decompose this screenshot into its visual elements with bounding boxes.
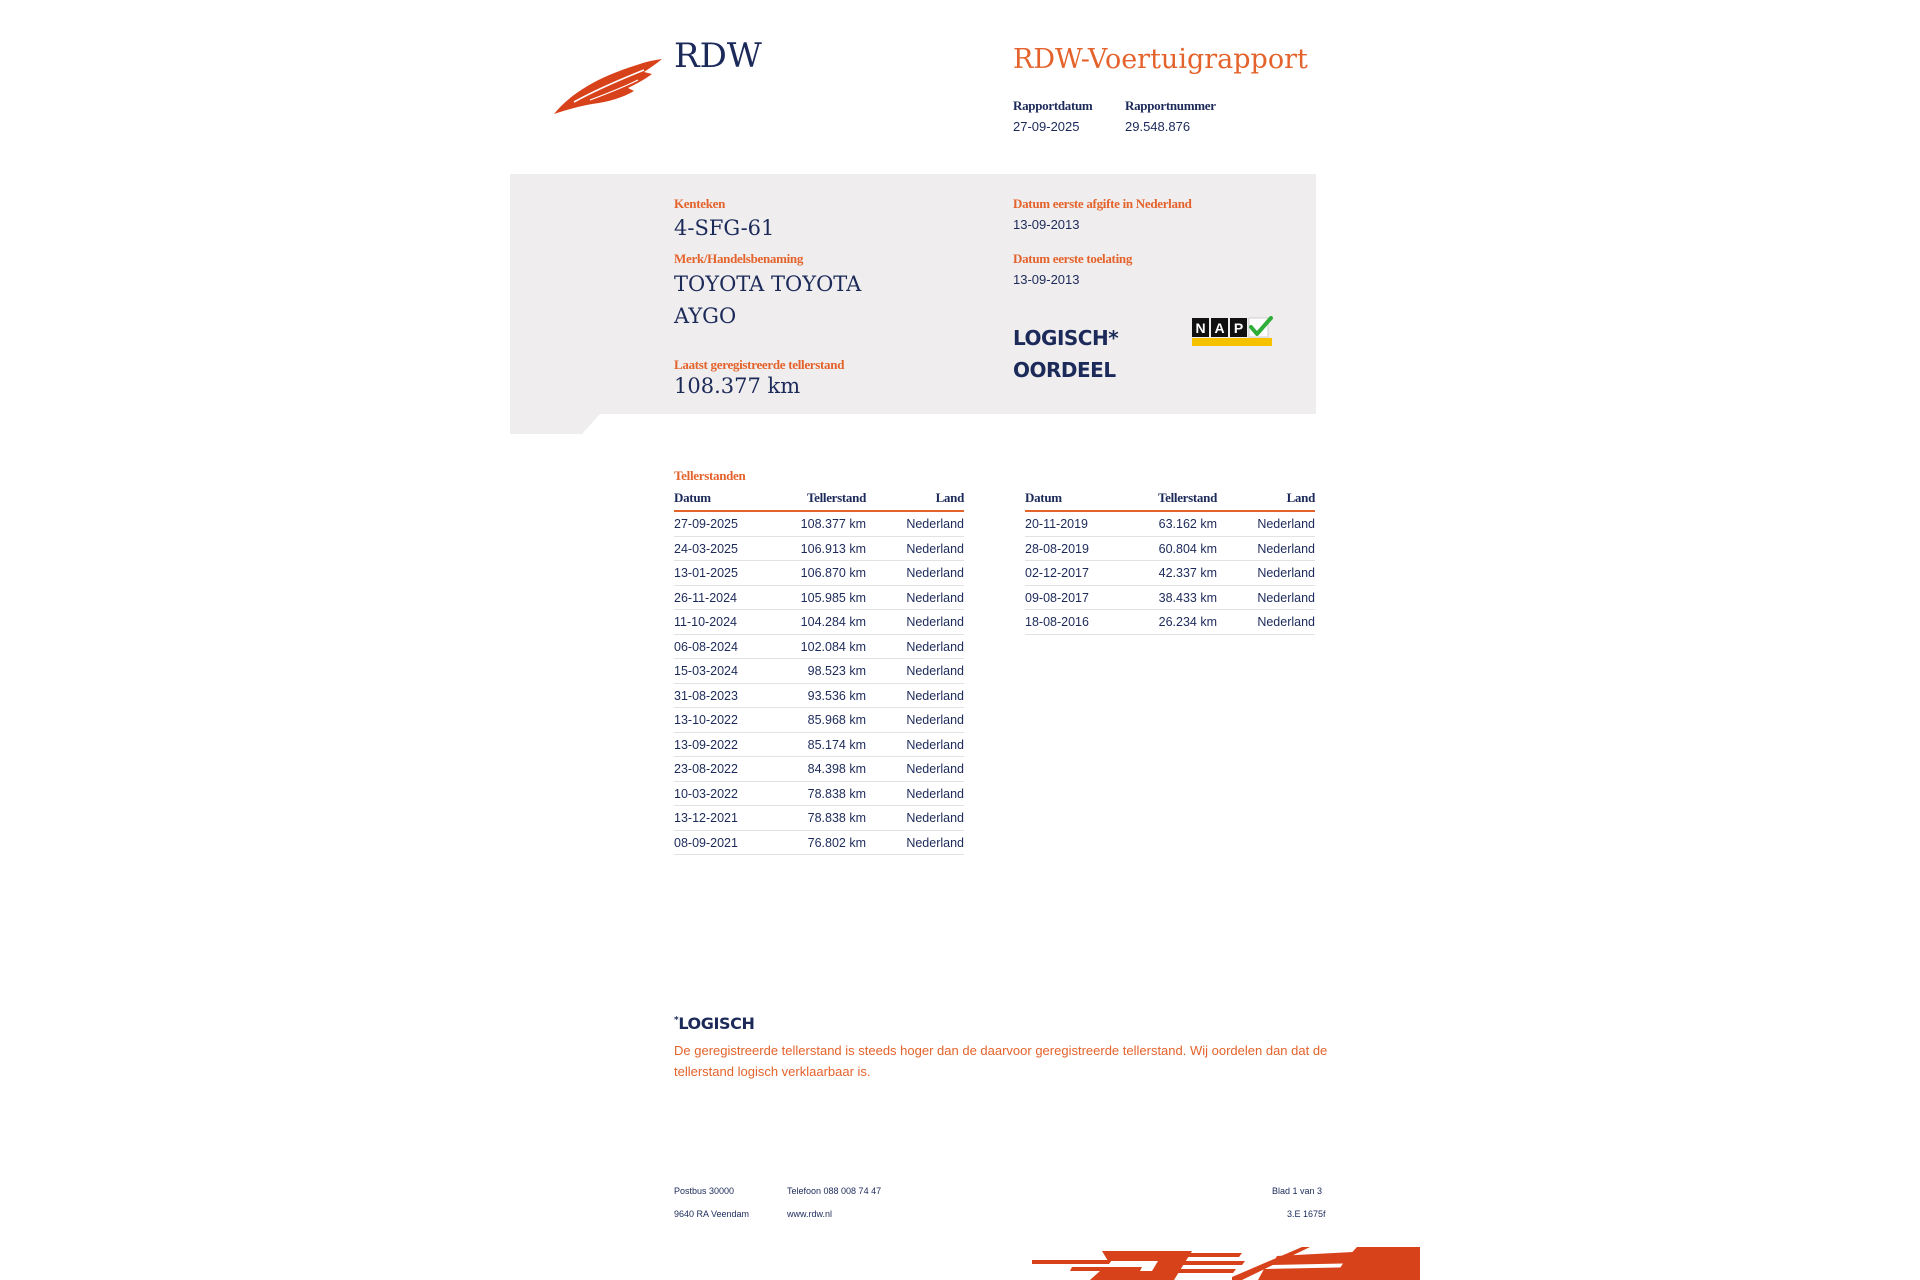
reading-country: Nederland: [906, 762, 964, 776]
footer-website: www.rdw.nl: [787, 1209, 833, 1219]
first-admission-label: Datum eerste toelating: [1013, 251, 1133, 266]
reading-date: 26-11-2024: [674, 590, 738, 605]
table-row: [674, 561, 964, 586]
reading-country: Nederland: [906, 737, 964, 752]
odometer-value: 108.377 km: [674, 374, 801, 398]
reading-country: Nederland: [1257, 566, 1315, 580]
readings-table-left: [674, 488, 964, 855]
nap-logo-icon: [1192, 316, 1274, 348]
reading-km: 38.433 km: [1158, 590, 1217, 605]
reading-date: 10-03-2022: [674, 786, 738, 801]
col-country-header: Land: [1286, 490, 1315, 505]
first-issue-nl-label: Datum eerste afgifte in Nederland: [1013, 196, 1192, 211]
table-body: [1025, 512, 1315, 635]
reading-km: 98.523 km: [807, 664, 866, 678]
reading-date: 27-09-2025: [674, 517, 738, 531]
table-body: [674, 512, 964, 855]
table-row: [674, 537, 964, 562]
reading-date: 13-12-2021: [674, 811, 738, 825]
reading-country: Nederland: [906, 811, 964, 825]
verdict-line-1: LOGISCH*: [1013, 326, 1119, 350]
table-row: [674, 708, 964, 733]
table-row: [674, 610, 964, 635]
table-header: [674, 488, 964, 512]
plate-value: 4-SFG-61: [674, 216, 775, 240]
reading-date: 11-10-2024: [674, 615, 738, 629]
footer-postal: 9640 RA Veendam: [674, 1209, 750, 1219]
reading-country: Nederland: [906, 639, 964, 654]
reading-km: 85.968 km: [807, 713, 866, 727]
reading-km: 76.802 km: [807, 835, 866, 850]
reading-country: Nederland: [906, 835, 964, 850]
reading-km: 106.913 km: [800, 541, 866, 556]
reading-country: Nederland: [1257, 541, 1315, 556]
table-header: [1025, 488, 1315, 512]
make-line-1: TOYOTA TOYOTA: [674, 272, 862, 296]
reading-country: Nederland: [906, 615, 964, 629]
report-date-label: Rapportdatum: [1013, 98, 1093, 113]
table-row: [1025, 537, 1315, 562]
reading-country: Nederland: [906, 566, 964, 580]
reading-km: 104.284 km: [800, 615, 866, 629]
col-date-header: Datum: [674, 490, 711, 505]
brand-name: RDW: [674, 36, 762, 76]
table-row: [1025, 610, 1315, 635]
reading-km: 26.234 km: [1158, 615, 1217, 629]
table-row: [674, 635, 964, 660]
table-row: [674, 684, 964, 709]
reading-date: 15-03-2024: [674, 664, 738, 678]
readings-table-right: [1025, 488, 1315, 635]
first-issue-nl-value: 13-09-2013: [1013, 217, 1080, 232]
table-row: [674, 782, 964, 807]
table-row: [674, 757, 964, 782]
reading-country: Nederland: [1257, 615, 1315, 629]
reading-date: 08-09-2021: [674, 835, 738, 850]
reading-km: 102.084 km: [800, 639, 866, 654]
footnote-title-text: LOGISCH: [678, 1014, 755, 1033]
reading-country: Nederland: [906, 517, 964, 531]
reading-km: 84.398 km: [807, 762, 866, 776]
table-row: [674, 586, 964, 611]
reading-date: 06-08-2024: [674, 639, 738, 654]
reading-km: 60.804 km: [1158, 541, 1217, 556]
odometer-label: Laatst geregistreerde tellerstand: [674, 357, 845, 372]
reading-country: Nederland: [1257, 590, 1315, 605]
reading-km: 108.377 km: [800, 517, 866, 531]
plate-label: Kenteken: [674, 196, 726, 211]
table-row: [674, 806, 964, 831]
reading-country: Nederland: [1257, 517, 1315, 531]
verdict: [1013, 322, 1118, 386]
reading-km: 78.838 km: [807, 811, 866, 825]
reading-date: 20-11-2019: [1025, 517, 1089, 531]
reading-date: 23-08-2022: [674, 762, 738, 776]
footer-phone: Telefoon 088 008 74 47: [787, 1186, 882, 1196]
report-number: 29.548.876: [1125, 119, 1191, 134]
report-number-label: Rapportnummer: [1125, 98, 1216, 113]
make-label: Merk/Handelsbenaming: [674, 251, 804, 266]
report-title: RDW-Voertuigrapport: [1013, 44, 1308, 75]
table-row: [1025, 561, 1315, 586]
reading-country: Nederland: [906, 664, 964, 678]
reading-date: 09-08-2017: [1025, 590, 1089, 605]
footnote-title: [674, 1014, 754, 1033]
footer-code: 3.E 1675f: [1287, 1209, 1326, 1219]
col-reading-header: Tellerstand: [806, 490, 866, 505]
report-date: 27-09-2025: [1013, 119, 1080, 134]
reading-date: 02-12-2017: [1025, 566, 1089, 580]
footer-page: Blad 1 van 3: [1272, 1186, 1323, 1196]
footer-po-box: Postbus 30000: [674, 1186, 735, 1196]
table-row: [674, 659, 964, 684]
reading-date: 13-01-2025: [674, 566, 738, 580]
col-country-header: Land: [935, 490, 964, 505]
table-row: [1025, 586, 1315, 611]
make-line-2: AYGO: [674, 304, 737, 328]
reading-country: Nederland: [906, 786, 964, 801]
reading-date: 13-09-2022: [674, 737, 738, 752]
reading-country: Nederland: [906, 713, 964, 727]
reading-km: 63.162 km: [1158, 517, 1217, 531]
reading-km: 42.337 km: [1158, 566, 1217, 580]
rdw-stripes-icon: [1032, 1247, 1420, 1280]
nap-letter-n: N: [1195, 320, 1206, 336]
reading-km: 105.985 km: [800, 590, 866, 605]
nap-letter-a: A: [1214, 320, 1225, 336]
col-reading-header: Tellerstand: [1157, 490, 1217, 505]
nap-letter-p: P: [1233, 320, 1244, 336]
reading-date: 13-10-2022: [674, 713, 738, 727]
reading-km: 85.174 km: [807, 737, 866, 752]
reading-date: 31-08-2023: [674, 688, 738, 703]
reading-km: 93.536 km: [807, 688, 866, 703]
reading-date: 28-08-2019: [1025, 541, 1089, 556]
verdict-line-2: OORDEEL: [1013, 358, 1116, 382]
reading-km: 78.838 km: [807, 786, 866, 801]
panel-corner: [510, 414, 600, 434]
reading-date: 24-03-2025: [674, 541, 738, 556]
table-row: [1025, 512, 1315, 537]
reading-country: Nederland: [906, 688, 964, 703]
footnote-marker: *: [674, 1015, 679, 1026]
col-date-header: Datum: [1025, 490, 1062, 505]
table-row: [674, 831, 964, 856]
rdw-logo-icon: [552, 58, 664, 116]
reading-date: 18-08-2016: [1025, 615, 1089, 629]
footnote-text: De geregistreerde tellerstand is steeds hoger dan de daarvoor geregistreerde tellerstand. Wij oordelen dan dat de tellerstand logisch verklaarbaar is.: [674, 1043, 1328, 1079]
table-row: [674, 512, 964, 537]
reading-km: 106.870 km: [800, 566, 866, 580]
table-row: [674, 733, 964, 758]
reading-country: Nederland: [906, 590, 964, 605]
first-admission-value: 13-09-2013: [1013, 272, 1080, 287]
reading-country: Nederland: [906, 541, 964, 556]
readings-title: Tellerstanden: [674, 468, 746, 483]
vehicle-summary-panel: [510, 174, 1316, 414]
